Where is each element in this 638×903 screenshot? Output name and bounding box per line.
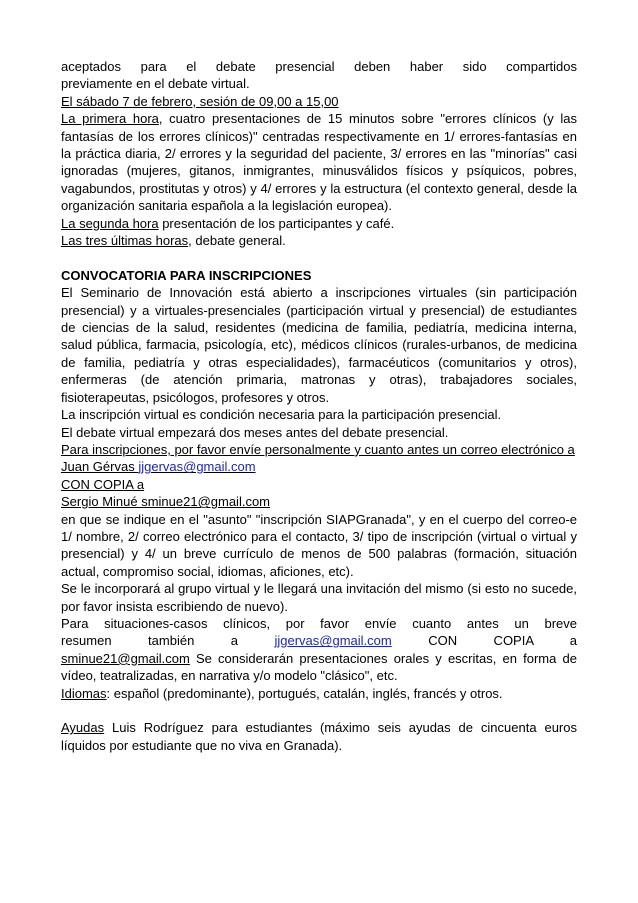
invitation-paragraph: Se le incorporará al grupo virtual y le llegará una invitación del mismo (si esto no sucede, por favor insista escribiendo de nuevo). (61, 581, 577, 614)
send-to-text: Para inscripciones, por favor envíe personalmente y cuanto antes un correo electrónico a (61, 441, 575, 457)
aid-text: Luis Rodríguez para estudiantes (máximo seis ayudas de cincuenta euros líquidos por estudiante que no viva en Granada). (61, 720, 577, 753)
cases-line-2-prefix: resumen también a (61, 633, 275, 649)
languages-label: Idiomas (61, 685, 107, 701)
intro-line-1: aceptados para el debate presencial deben haber sido compartidos (61, 59, 577, 74)
intro-line-2: previamente en el debate virtual. (61, 76, 250, 92)
last-hours-label: Las tres últimas horas (61, 233, 189, 249)
first-hour-paragraph (61, 110, 577, 214)
last-hours-paragraph (61, 232, 577, 249)
cases-rest-text: Se considerarán presentaciones orales y escritas, en forma de vídeo, teatralizadas, en narrativa y/o modelo "clásico", etc. (61, 650, 577, 684)
spacer (61, 249, 577, 266)
call-heading: CONVOCATORIA PARA INSCRIPCIONES (61, 267, 312, 283)
contact-1-name: Juan Gérvas (61, 459, 139, 475)
contact-1-email-link[interactable]: jjgervas@gmail.com (138, 459, 256, 475)
document-body (61, 58, 577, 754)
saturday-heading: El sábado 7 de febrero, sesión de 09,00 a 15,00 (61, 93, 339, 109)
cases-email-1-link[interactable]: jjgervas@gmail.com (274, 633, 392, 649)
cc-label: CON COPIA a (61, 476, 145, 492)
first-hour-text: , cuatro presentaciones de 15 minutos sobre "errores clínicos (y las fantasías de los errores clínicos)" centradas respectivamente en 1/ errores-fantasías en la práctica diaria, 2/ errores y la seguridad del paciente, 3/ errores en las "minorías" casi ignoradas (mujeres, gitanos, inmigrantes, minusválidos físicos y psíquicos, pobres, vagabundos, prostitutas y otros) y 4/ errores y la estructura (el contexto general, desde la organización sanitaria española a la legislación europea). (61, 111, 577, 214)
last-hours-text: , debate general. (188, 233, 286, 249)
virtual-required: La inscripción virtual es condición necesaria para la participación presencial. (61, 407, 502, 423)
languages-paragraph (61, 685, 577, 702)
languages-text: : español (predominante), portugués, catalán, inglés, francés y otros. (106, 685, 503, 701)
cases-email-2-link[interactable]: sminue21@gmail.com (61, 650, 190, 666)
virtual-start: El debate virtual empezará dos meses antes del debate presencial. (61, 424, 449, 440)
second-hour-label: La segunda hora (61, 215, 159, 231)
aid-paragraph (61, 719, 577, 754)
cases-line-1: Para situaciones-casos clínicos, por favor envíe cuanto antes un breve (61, 615, 577, 631)
cases-rest (61, 650, 577, 685)
instructions-paragraph: en que se indique en el "asunto" "inscripción SIAPGranada", y en el cuerpo del correo-e 1/ nombre, 2/ correo electrónico para el contacto, 3/ tipo de inscripción (virtual o virtual y presencial) y 4/ un breve currículo de menos de 500 palabras (formación, situación actual, compromiso social, idiomas, aficiones, etc). (61, 511, 577, 579)
spacer (61, 702, 577, 719)
call-paragraph: El Seminario de Innovación está abierto a inscripciones virtuales (sin participación presencial) y a virtuales-presenciales (participación virtual y presencial) de estudiantes de ciencias de la salud, residentes (medicina de familia, pediatría, medicina interna, salud pública, farmacia, psicología, etc), médicos clínicos (rurales-urbanos, de medicina de familia, pediatría y otras especialidades), farmacéuticos (comunitarios y otros), enfermeras (de atención primaria, matronas y otras), trabajadores sociales, fisioterapeutas, psicólogos, profesores y otros. (61, 285, 577, 405)
second-hour-text: presentación de los participantes y café. (158, 215, 395, 231)
cases-line-2-suffix: CON COPIA a (391, 633, 577, 649)
contact-2[interactable]: Sergio Minué sminue21@gmail.com (61, 494, 271, 510)
cases-line-2 (61, 632, 577, 649)
aid-label: Ayudas (61, 720, 105, 736)
contact-1 (61, 458, 577, 475)
second-hour-paragraph (61, 215, 577, 232)
first-hour-label: La primera hora (61, 111, 159, 127)
